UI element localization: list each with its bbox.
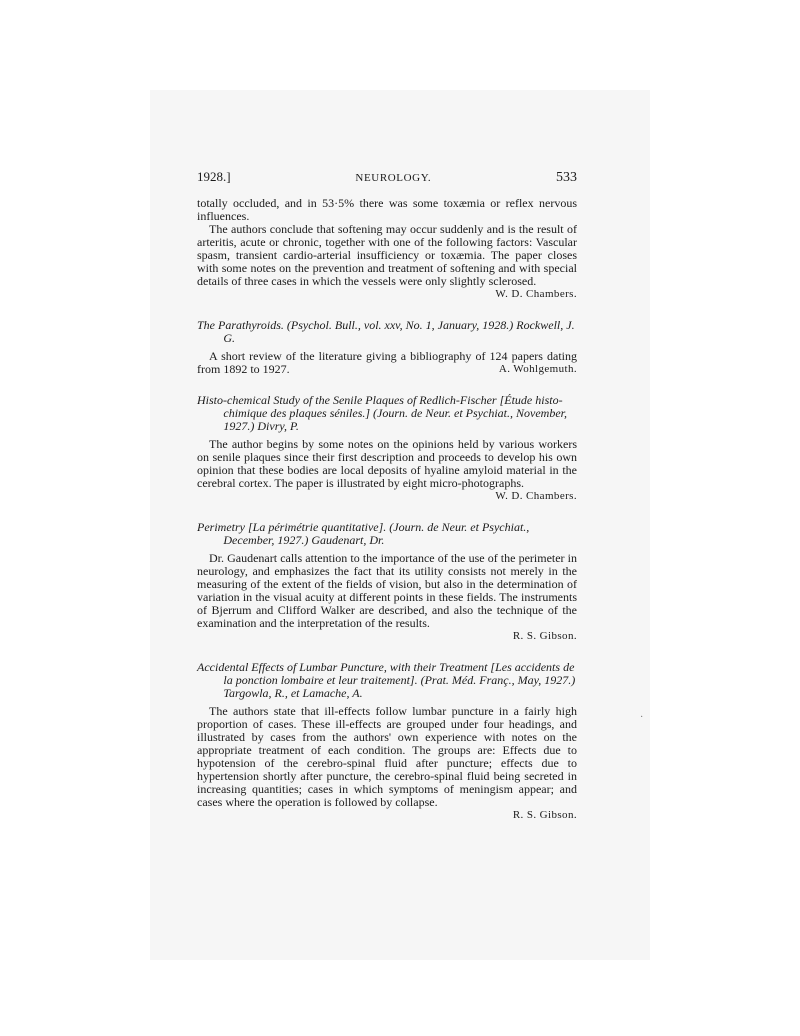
article-heading: Histo-chemical Study of the Senile Plaques of Redlich-Fischer [Étude histo-chimique des plaques séniles.] (Journ. de Neur. et Psychiat., November, 1927.) Divry, P. xyxy=(197,393,567,433)
article-heading: Accidental Effects of Lumbar Puncture, with their Treatment [Les accidents de la ponction lombaire et leur traitement]. (Prat. Méd. Franç., May, 1927.) Targowla, R., et Lamache, A. xyxy=(197,660,576,700)
article-signature: A. Wohlgemuth. xyxy=(498,363,577,375)
continuation-paragraph-1: totally occluded, and in 53·5% there was some toxæmia or reflex nervous influences. xyxy=(197,196,577,223)
article-signature: R. S. Gibson. xyxy=(512,809,577,821)
article-signature: W. D. Chambers. xyxy=(495,490,577,502)
article-senile-plaques xyxy=(197,394,577,503)
article-perimetry xyxy=(197,521,577,643)
page-number: 533 xyxy=(556,170,577,185)
running-head xyxy=(197,170,577,185)
continuation-signature: W. D. Chambers. xyxy=(495,288,577,300)
article-parathyroids xyxy=(197,319,577,376)
article-signature: R. S. Gibson. xyxy=(512,630,577,642)
article-body-text: A short review of the literature giving a bibliography of 124 papers dating from 1892 to 1927. xyxy=(197,349,577,376)
article-body-text: The author begins by some notes on the opinions held by various workers on senile plaques since their first description and proceeds to develop his own opinion that these bodies are local deposits of hyaline amyloid material in the cerebral cortex. The paper is illustrated by eight micro-photographs. xyxy=(197,437,577,490)
text-column xyxy=(197,170,577,822)
article-heading: The Parathyroids. (Psychol. Bull., vol. xxv, No. 1, January, 1928.) Rockwell, J. G. xyxy=(197,318,575,345)
article-body: Dr. Gaudenart calls attention to the importance of the use of the perimeter in neurology, and emphasizes the fact that its utility consists not merely in the measuring of the extent of the fields of vision, but also in the determination of variation in the visual acuity at different points in these fields. The instruments of Bjerrum and Clifford Walker are described, and also the technique of the examination and the interpretation of the results. xyxy=(197,551,577,630)
header-year: 1928.] xyxy=(197,169,231,184)
article-lumbar-puncture xyxy=(197,661,577,822)
article-body xyxy=(197,350,577,376)
continuation-paragraph-2: The authors conclude that softening may occur suddenly and is the result of arteritis, acute or chronic, together with one of the following factors: Vascular spasm, transient cardio-arterial insufficiency or toxæmia. The paper closes with some notes on the prevention and treatment of softening and with special details of three cases in which the vessels were only slightly sclerosed. xyxy=(197,222,577,288)
margin-mark: · xyxy=(640,712,644,723)
article-body xyxy=(197,437,577,502)
article-body: The authors state that ill-effects follow lumbar puncture in a fairly high proportion of cases. These ill-effects are grouped under four headings, and illustrated by cases from the authors' own experience with notes on the appropriate treatment of each condition. The groups are: Effects due to hypotension of the cerebro-spinal fluid after puncture; effects due to hypertension shortly after puncture, the cerebro-spinal fluid being secreted in increasing quantities; cases in which symptoms of meningism appear; and cases where the operation is followed by collapse. xyxy=(197,704,577,809)
article-heading: Perimetry [La périmétrie quantitative]. (Journ. de Neur. et Psychiat., December, 1927.) Gaudenart, Dr. xyxy=(197,520,530,547)
header-journal: NEUROLOGY. xyxy=(355,172,432,184)
